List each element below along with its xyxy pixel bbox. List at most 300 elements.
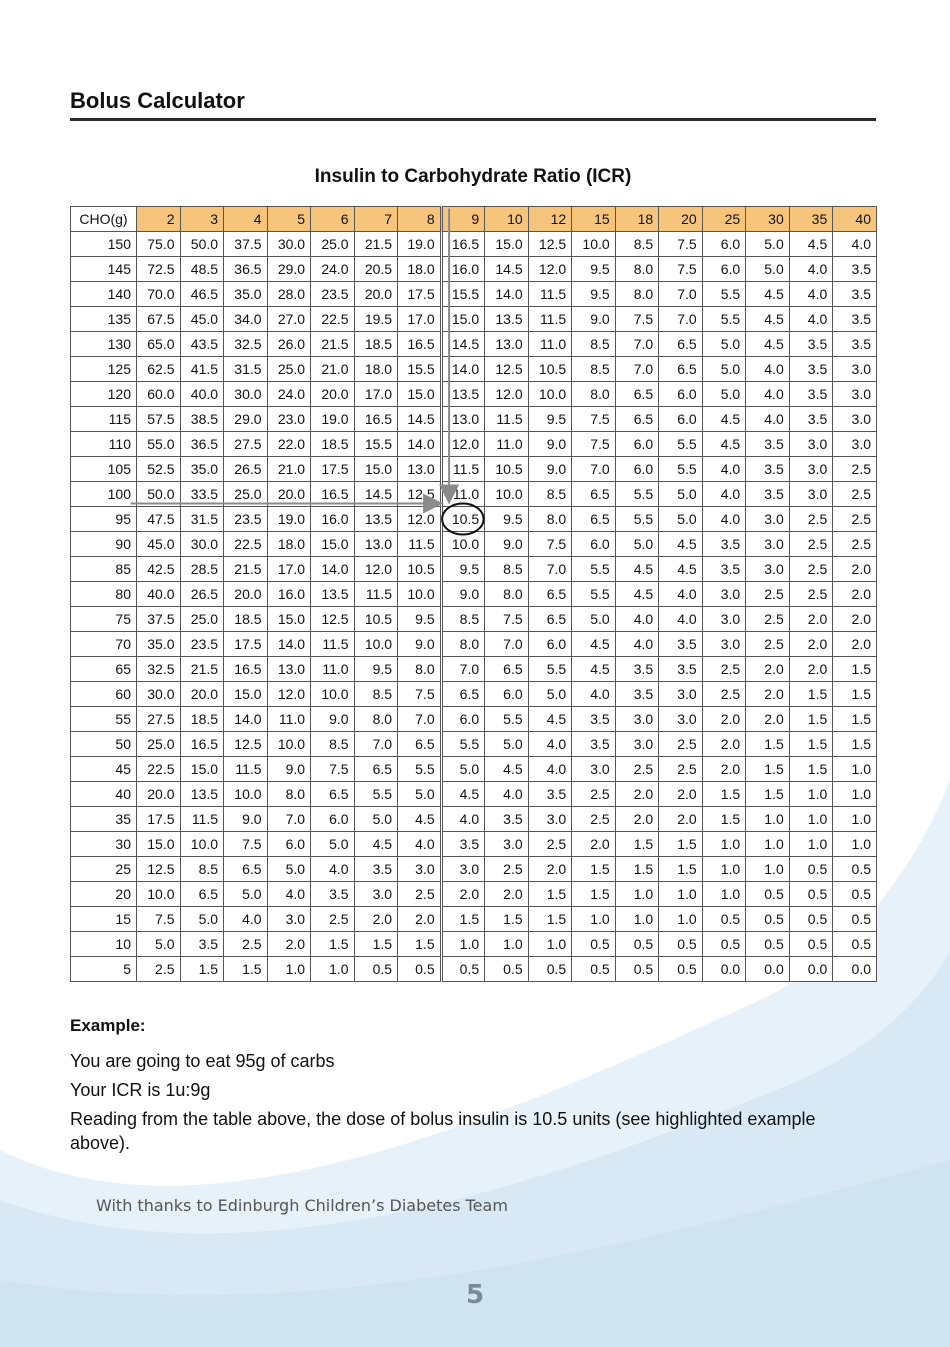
dose-cell: 9.0 (485, 532, 529, 557)
dose-cell: 4.5 (659, 532, 703, 557)
dose-cell: 2.0 (746, 707, 790, 732)
dose-cell: 14.5 (441, 332, 485, 357)
dose-cell: 25.0 (137, 732, 181, 757)
dose-cell: 3.0 (702, 607, 746, 632)
table-row (71, 282, 877, 307)
acknowledgement: With thanks to Edinburgh Children’s Diabetes Team (96, 1196, 508, 1215)
dose-cell: 2.5 (659, 757, 703, 782)
dose-cell: 32.5 (137, 657, 181, 682)
dose-cell: 30.0 (137, 682, 181, 707)
dose-cell: 11.0 (267, 707, 311, 732)
ratio-header: 12 (528, 207, 572, 232)
dose-cell: 2.0 (659, 782, 703, 807)
dose-cell: 16.5 (441, 232, 485, 257)
dose-cell: 0.0 (789, 957, 833, 982)
dose-cell: 2.0 (528, 857, 572, 882)
dose-cell: 11.5 (398, 532, 442, 557)
dose-cell: 30.0 (224, 382, 268, 407)
dose-cell: 1.5 (224, 957, 268, 982)
dose-cell: 8.0 (615, 282, 659, 307)
cho-row-header: 115 (71, 407, 137, 432)
dose-cell: 4.0 (702, 507, 746, 532)
dose-cell: 4.5 (702, 432, 746, 457)
cho-row-header: 90 (71, 532, 137, 557)
dose-cell: 11.5 (485, 407, 529, 432)
dose-cell: 0.5 (659, 957, 703, 982)
ratio-header: 20 (659, 207, 703, 232)
dose-cell: 15.5 (441, 282, 485, 307)
dose-cell: 15.0 (137, 832, 181, 857)
dose-cell: 0.5 (441, 957, 485, 982)
dose-cell: 29.0 (224, 407, 268, 432)
dose-cell: 65.0 (137, 332, 181, 357)
dose-cell: 52.5 (137, 457, 181, 482)
dose-cell: 11.0 (485, 432, 529, 457)
dose-cell: 8.0 (528, 507, 572, 532)
table-row (71, 707, 877, 732)
dose-cell: 2.0 (441, 882, 485, 907)
dose-cell: 1.0 (528, 932, 572, 957)
dose-cell: 2.0 (702, 707, 746, 732)
dose-cell: 17.0 (398, 307, 442, 332)
dose-cell: 21.5 (354, 232, 398, 257)
dose-cell: 5.5 (354, 782, 398, 807)
dose-cell: 4.0 (833, 232, 877, 257)
dose-cell: 1.5 (833, 657, 877, 682)
dose-cell: 9.0 (311, 707, 355, 732)
dose-cell: 0.0 (833, 957, 877, 982)
dose-cell: 8.5 (572, 357, 616, 382)
dose-cell: 16.5 (224, 657, 268, 682)
dose-cell: 6.5 (572, 507, 616, 532)
dose-cell: 4.0 (572, 682, 616, 707)
dose-cell: 20.0 (267, 482, 311, 507)
dose-cell: 4.0 (311, 857, 355, 882)
dose-cell: 21.5 (224, 557, 268, 582)
cho-row-header: 100 (71, 482, 137, 507)
dose-cell: 21.0 (267, 457, 311, 482)
dose-cell: 3.5 (833, 257, 877, 282)
dose-cell: 4.0 (267, 882, 311, 907)
dose-cell: 23.0 (267, 407, 311, 432)
dose-cell: 48.5 (180, 257, 224, 282)
dose-cell: 2.5 (572, 782, 616, 807)
dose-cell: 1.5 (789, 757, 833, 782)
dose-cell: 7.5 (224, 832, 268, 857)
ratio-header: 35 (789, 207, 833, 232)
page-title: Bolus Calculator (70, 88, 245, 113)
dose-cell: 5.5 (398, 757, 442, 782)
dose-cell: 3.5 (746, 457, 790, 482)
dose-cell: 3.5 (833, 282, 877, 307)
dose-cell: 13.5 (311, 582, 355, 607)
table-row (71, 582, 877, 607)
dose-cell: 10.5 (441, 507, 485, 532)
dose-cell: 9.0 (572, 307, 616, 332)
dose-cell: 0.5 (789, 907, 833, 932)
dose-cell: 1.5 (746, 757, 790, 782)
dose-cell: 3.0 (354, 882, 398, 907)
dose-cell: 4.0 (615, 632, 659, 657)
dose-cell: 5.5 (702, 307, 746, 332)
dose-cell: 46.5 (180, 282, 224, 307)
dose-cell: 3.5 (659, 657, 703, 682)
dose-cell: 42.5 (137, 557, 181, 582)
dose-cell: 2.0 (398, 907, 442, 932)
dose-cell: 6.5 (659, 332, 703, 357)
dose-cell: 21.5 (311, 332, 355, 357)
cho-row-header: 105 (71, 457, 137, 482)
dose-cell: 26.0 (267, 332, 311, 357)
dose-cell: 6.5 (485, 657, 529, 682)
dose-cell: 1.5 (572, 857, 616, 882)
dose-cell: 35.0 (224, 282, 268, 307)
dose-cell: 1.0 (615, 882, 659, 907)
dose-cell: 2.5 (833, 532, 877, 557)
dose-cell: 12.0 (441, 432, 485, 457)
dose-cell: 0.5 (615, 932, 659, 957)
dose-cell: 5.0 (485, 732, 529, 757)
dose-cell: 12.5 (528, 232, 572, 257)
dose-cell: 75.0 (137, 232, 181, 257)
dose-cell: 8.0 (267, 782, 311, 807)
dose-cell: 1.0 (833, 757, 877, 782)
dose-cell: 11.5 (224, 757, 268, 782)
dose-cell: 4.5 (746, 332, 790, 357)
cho-row-header: 20 (71, 882, 137, 907)
cho-row-header: 40 (71, 782, 137, 807)
dose-cell: 5.0 (702, 332, 746, 357)
dose-cell: 19.0 (398, 232, 442, 257)
dose-cell: 1.0 (267, 957, 311, 982)
dose-cell: 12.5 (485, 357, 529, 382)
dose-cell: 3.0 (789, 432, 833, 457)
dose-cell: 18.0 (267, 532, 311, 557)
dose-cell: 10.0 (311, 682, 355, 707)
dose-cell: 6.0 (311, 807, 355, 832)
dose-cell: 23.5 (311, 282, 355, 307)
dose-cell: 18.0 (398, 257, 442, 282)
dose-cell: 10.5 (485, 457, 529, 482)
dose-cell: 30.0 (267, 232, 311, 257)
dose-cell: 5.0 (659, 482, 703, 507)
dose-cell: 21.5 (180, 657, 224, 682)
cho-row-header: 45 (71, 757, 137, 782)
dose-cell: 3.5 (180, 932, 224, 957)
dose-cell: 4.0 (528, 757, 572, 782)
dose-cell: 4.5 (572, 632, 616, 657)
dose-cell: 38.5 (180, 407, 224, 432)
dose-cell: 1.5 (702, 782, 746, 807)
dose-cell: 1.5 (354, 932, 398, 957)
dose-cell: 10.0 (441, 532, 485, 557)
dose-cell: 0.5 (833, 882, 877, 907)
dose-cell: 27.0 (267, 307, 311, 332)
dose-cell: 29.0 (267, 257, 311, 282)
cho-row-header: 65 (71, 657, 137, 682)
dose-cell: 11.0 (441, 482, 485, 507)
dose-cell: 1.5 (615, 832, 659, 857)
dose-cell: 1.0 (311, 957, 355, 982)
dose-cell: 20.0 (180, 682, 224, 707)
dose-cell: 4.5 (485, 757, 529, 782)
dose-cell: 10.0 (267, 732, 311, 757)
table-row (71, 432, 877, 457)
dose-cell: 45.0 (180, 307, 224, 332)
dose-cell: 4.5 (354, 832, 398, 857)
dose-cell: 11.5 (311, 632, 355, 657)
dose-cell: 3.0 (659, 707, 703, 732)
dose-cell: 0.5 (833, 907, 877, 932)
dose-cell: 4.5 (615, 582, 659, 607)
dose-cell: 1.0 (746, 807, 790, 832)
dose-cell: 15.0 (485, 232, 529, 257)
dose-cell: 2.0 (833, 582, 877, 607)
ratio-header: 25 (702, 207, 746, 232)
dose-cell: 4.5 (746, 307, 790, 332)
table-row (71, 382, 877, 407)
dose-cell: 7.0 (441, 657, 485, 682)
table-row (71, 257, 877, 282)
dose-cell: 1.0 (789, 782, 833, 807)
table-row (71, 307, 877, 332)
dose-cell: 1.5 (746, 732, 790, 757)
dose-cell: 5.0 (702, 382, 746, 407)
dose-cell: 4.5 (746, 282, 790, 307)
dose-cell: 3.5 (702, 532, 746, 557)
dose-cell: 9.0 (528, 432, 572, 457)
dose-cell: 20.0 (224, 582, 268, 607)
dose-cell: 6.5 (398, 732, 442, 757)
dose-cell: 25.0 (311, 232, 355, 257)
dose-cell: 11.5 (441, 457, 485, 482)
dose-cell: 5.5 (659, 432, 703, 457)
dose-cell: 4.0 (441, 807, 485, 832)
dose-cell: 7.0 (398, 707, 442, 732)
dose-cell: 7.0 (528, 557, 572, 582)
dose-cell: 13.0 (267, 657, 311, 682)
dose-cell: 6.0 (659, 407, 703, 432)
dose-cell: 2.5 (789, 582, 833, 607)
cho-row-header: 95 (71, 507, 137, 532)
dose-cell: 7.0 (615, 332, 659, 357)
dose-cell: 13.5 (354, 507, 398, 532)
dose-cell: 8.5 (441, 607, 485, 632)
dose-cell: 23.5 (224, 507, 268, 532)
dose-cell: 12.0 (354, 557, 398, 582)
table-row (71, 332, 877, 357)
table-row (71, 632, 877, 657)
dose-cell: 16.0 (441, 257, 485, 282)
dose-cell: 2.5 (746, 582, 790, 607)
table-row (71, 857, 877, 882)
dose-cell: 10.0 (354, 632, 398, 657)
dose-cell: 5.0 (746, 232, 790, 257)
dose-cell: 4.5 (615, 557, 659, 582)
dose-cell: 4.5 (702, 407, 746, 432)
dose-cell: 37.5 (224, 232, 268, 257)
dose-cell: 7.0 (615, 357, 659, 382)
dose-cell: 20.0 (354, 282, 398, 307)
dose-cell: 2.5 (224, 932, 268, 957)
dose-cell: 1.5 (180, 957, 224, 982)
example-line-icr: Your ICR is 1u:9g (70, 1080, 211, 1100)
dose-cell: 2.0 (702, 757, 746, 782)
title-divider (70, 118, 876, 121)
dose-cell: 5.5 (615, 482, 659, 507)
dose-cell: 0.5 (528, 957, 572, 982)
dose-cell: 1.0 (746, 857, 790, 882)
dose-cell: 2.5 (137, 957, 181, 982)
dose-cell: 4.0 (746, 382, 790, 407)
dose-cell: 13.0 (354, 532, 398, 557)
dose-cell: 1.5 (789, 682, 833, 707)
dose-cell: 2.0 (789, 632, 833, 657)
dose-cell: 41.5 (180, 357, 224, 382)
dose-cell: 16.5 (180, 732, 224, 757)
dose-cell: 1.5 (398, 932, 442, 957)
dose-cell: 17.5 (224, 632, 268, 657)
dose-cell: 11.0 (528, 332, 572, 357)
dose-cell: 3.0 (702, 582, 746, 607)
dose-cell: 2.0 (746, 682, 790, 707)
dose-cell: 6.5 (354, 757, 398, 782)
dose-cell: 4.0 (659, 607, 703, 632)
dose-cell: 0.5 (789, 857, 833, 882)
dose-cell: 2.0 (572, 832, 616, 857)
dose-cell: 11.0 (311, 657, 355, 682)
dose-cell: 31.5 (180, 507, 224, 532)
cho-row-header: 110 (71, 432, 137, 457)
dose-cell: 5.0 (528, 682, 572, 707)
cho-row-header: 35 (71, 807, 137, 832)
dose-cell: 15.0 (180, 757, 224, 782)
dose-cell: 3.5 (702, 557, 746, 582)
dose-cell: 2.0 (702, 732, 746, 757)
table-body (71, 232, 877, 982)
dose-cell: 6.0 (441, 707, 485, 732)
table-row (71, 557, 877, 582)
dose-cell: 1.5 (528, 907, 572, 932)
dose-cell: 28.0 (267, 282, 311, 307)
dose-cell: 6.0 (702, 232, 746, 257)
dose-cell: 14.0 (398, 432, 442, 457)
dose-cell: 6.0 (615, 457, 659, 482)
dose-cell: 26.5 (224, 457, 268, 482)
dose-cell: 14.0 (485, 282, 529, 307)
dose-cell: 22.5 (311, 307, 355, 332)
dose-cell: 7.5 (659, 232, 703, 257)
dose-cell: 3.5 (354, 857, 398, 882)
dose-cell: 5.0 (441, 757, 485, 782)
dose-cell: 3.5 (441, 832, 485, 857)
dose-cell: 12.0 (485, 382, 529, 407)
dose-cell: 16.0 (311, 507, 355, 532)
dose-cell: 14.0 (441, 357, 485, 382)
dose-cell: 12.5 (224, 732, 268, 757)
dose-cell: 1.0 (659, 882, 703, 907)
dose-cell: 15.5 (354, 432, 398, 457)
dose-cell: 3.5 (528, 782, 572, 807)
dose-cell: 3.0 (833, 382, 877, 407)
dose-cell: 7.0 (485, 632, 529, 657)
table-row (71, 507, 877, 532)
dose-cell: 1.5 (833, 682, 877, 707)
dose-cell: 16.0 (267, 582, 311, 607)
dose-cell: 6.5 (528, 607, 572, 632)
dose-cell: 15.0 (311, 532, 355, 557)
dose-cell: 16.5 (398, 332, 442, 357)
dose-cell: 20.0 (137, 782, 181, 807)
dose-cell: 35.0 (137, 632, 181, 657)
dose-cell: 5.5 (572, 582, 616, 607)
dose-cell: 9.5 (441, 557, 485, 582)
dose-cell: 8.0 (485, 582, 529, 607)
dose-cell: 2.0 (789, 657, 833, 682)
dose-cell: 6.5 (224, 857, 268, 882)
dose-cell: 0.5 (572, 932, 616, 957)
dose-cell: 2.0 (833, 632, 877, 657)
dose-cell: 9.5 (572, 257, 616, 282)
table-row (71, 532, 877, 557)
dose-cell: 34.0 (224, 307, 268, 332)
example-heading: Example: (70, 1016, 146, 1035)
table-title: Insulin to Carbohydrate Ratio (ICR) (314, 166, 632, 187)
dose-cell: 13.0 (441, 407, 485, 432)
dose-cell: 4.0 (398, 832, 442, 857)
dose-cell: 3.5 (789, 382, 833, 407)
dose-cell: 1.5 (746, 782, 790, 807)
dose-cell: 2.0 (746, 657, 790, 682)
dose-cell: 24.0 (267, 382, 311, 407)
dose-cell: 8.0 (354, 707, 398, 732)
dose-cell: 2.0 (485, 882, 529, 907)
dose-cell: 3.0 (267, 907, 311, 932)
dose-cell: 2.5 (615, 757, 659, 782)
dose-cell: 10.5 (354, 607, 398, 632)
dose-cell: 3.5 (659, 632, 703, 657)
dose-cell: 8.0 (572, 382, 616, 407)
dose-cell: 50.0 (137, 482, 181, 507)
dose-cell: 0.5 (572, 957, 616, 982)
dose-cell: 5.5 (572, 557, 616, 582)
cho-row-header: 150 (71, 232, 137, 257)
ratio-header: 6 (311, 207, 355, 232)
dose-cell: 5.5 (441, 732, 485, 757)
dose-cell: 9.5 (398, 607, 442, 632)
dose-cell: 7.5 (615, 307, 659, 332)
dose-cell: 2.0 (267, 932, 311, 957)
dose-cell: 1.5 (615, 857, 659, 882)
dose-cell: 12.0 (267, 682, 311, 707)
dose-cell: 0.0 (702, 957, 746, 982)
dose-cell: 1.5 (789, 732, 833, 757)
dose-cell: 0.5 (833, 932, 877, 957)
table-row (71, 957, 877, 982)
dose-cell: 20.0 (311, 382, 355, 407)
dose-cell: 10.0 (137, 882, 181, 907)
table-row (71, 457, 877, 482)
dose-cell: 4.0 (659, 582, 703, 607)
table-row (71, 732, 877, 757)
cho-row-header: 80 (71, 582, 137, 607)
dose-cell: 0.5 (746, 932, 790, 957)
dose-cell: 27.5 (224, 432, 268, 457)
dose-cell: 2.0 (354, 907, 398, 932)
dose-cell: 15.0 (354, 457, 398, 482)
table-row (71, 482, 877, 507)
table-row (71, 832, 877, 857)
